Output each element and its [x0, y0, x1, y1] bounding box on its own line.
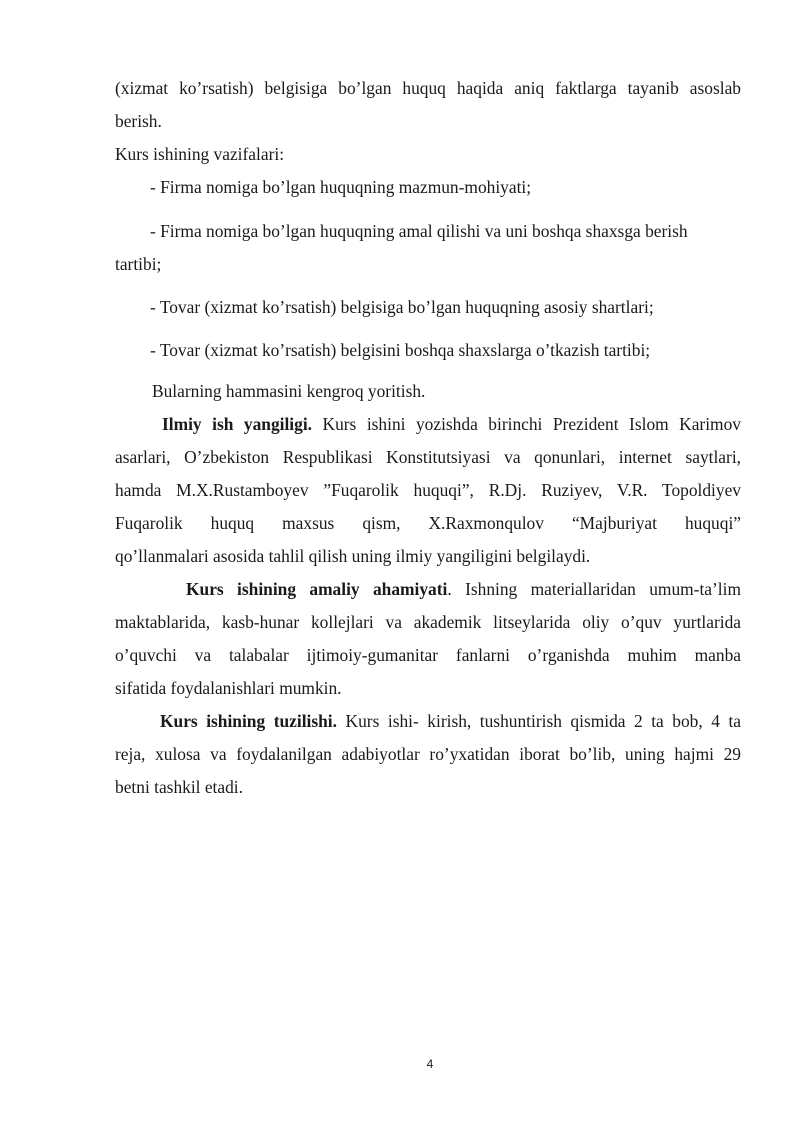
summary-line: Bularning hammasini kengroq yoritish.	[152, 381, 426, 401]
intro-line-1: (xizmat ko’rsatish) belgisiga bo’lgan huquq haqida aniq faktlarga tayanib asoslab	[115, 78, 741, 98]
practical-line-3: o’quvchi va talabalar ijtimoiy-gumanitar fanlarni o’rganishda muhim manba	[115, 645, 741, 665]
practical-text-1: . Ishning materiallaridan umum-ta’lim	[447, 579, 741, 599]
novelty-text-1: Kurs ishini yozishda birinchi Prezident Islom Karimov	[322, 414, 741, 434]
structure-line-3: betni tashkil etadi.	[115, 777, 243, 797]
tasks-heading: Kurs ishining vazifalari:	[115, 144, 285, 164]
practical-heading: Kurs ishining amaliy ahamiyati	[186, 579, 448, 599]
structure-text-1: Kurs ishi- kirish, tushuntirish qismida 2 ta bob, 4 ta	[345, 711, 741, 731]
structure-heading: Kurs ishining tuzilishi.	[160, 711, 337, 731]
novelty-line-3: hamda M.X.Rustamboyev ”Fuqarolik huquqi”, R.Dj. Ruziyev, V.R. Topoldiyev	[115, 480, 741, 500]
practical-line-2: maktablarida, kasb-hunar kollejlari va akademik litseylarida oliy o’quv yurtlarida	[115, 612, 741, 632]
practical-line-4: sifatida foydalanishlari mumkin.	[115, 678, 342, 698]
task-item-2: - Firma nomiga bo’lgan huquqning amal qilishi va uni boshqa shaxsga berish	[150, 221, 688, 241]
novelty-line-5: qo’llanmalari asosida tahlil qilish uning ilmiy yangiligini belgilaydi.	[115, 546, 591, 566]
structure-line-2: reja, xulosa va foydalanilgan adabiyotlar ro’yxatidan iborat bo’lib, uning hajmi 29	[115, 744, 741, 764]
novelty-heading: Ilmiy ish yangiligi.	[162, 414, 313, 434]
intro-line-2: berish.	[115, 111, 162, 131]
practical-line-1	[186, 579, 741, 599]
task-item-3: - Tovar (xizmat ko’rsatish) belgisiga bo’lgan huquqning asosiy shartlari;	[150, 297, 654, 317]
page-number: 4	[426, 1057, 434, 1071]
task-item-4: - Tovar (xizmat ko’rsatish) belgisini boshqa shaxslarga o’tkazish tartibi;	[150, 340, 651, 360]
novelty-line-1	[162, 414, 741, 434]
structure-line-1	[160, 711, 741, 731]
task-item-1: - Firma nomiga bo’lgan huquqning mazmun-mohiyati;	[150, 177, 532, 197]
task-item-2-continuation: tartibi;	[115, 254, 162, 274]
novelty-line-4: Fuqarolik huquq maxsus qism, X.Raxmonqulov “Majburiyat huquqi”	[115, 513, 741, 533]
novelty-line-2: asarlari, O’zbekiston Respublikasi Konstitutsiyasi va qonunlari, internet saytlari,	[115, 447, 741, 467]
